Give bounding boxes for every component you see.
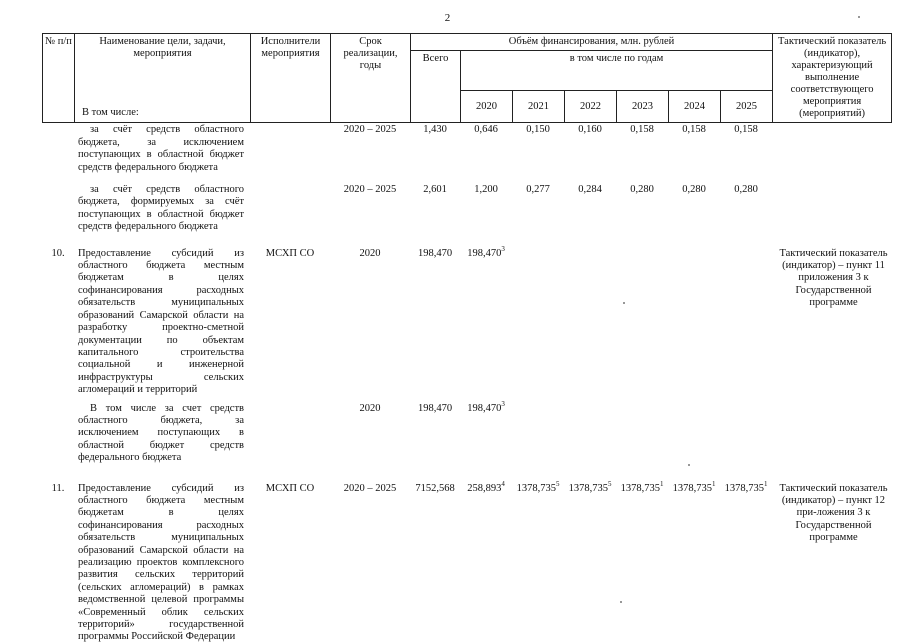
row-year-value — [512, 234, 564, 397]
row-number — [42, 119, 74, 174]
row-year-value — [668, 465, 720, 644]
row-year-value — [460, 107, 512, 119]
row-year-value — [616, 397, 668, 465]
header-no: № п/п — [43, 34, 75, 123]
row-name: В том числе: — [82, 107, 139, 118]
row-year-value — [720, 107, 772, 119]
row-executor: МСХП СО — [265, 247, 315, 259]
row-term: 2020 – 2025 — [343, 124, 397, 136]
year-value: 0,280 — [682, 184, 706, 196]
year-value: 1378,735 — [724, 482, 764, 494]
row-total: 198,470 — [417, 247, 453, 259]
year-value: 0,277 — [526, 184, 550, 196]
row-term: 2020 — [359, 247, 381, 259]
row-name: Предоставление субсидий из областного бюджета местным бюджетам в целях софинансирования расходных обязательств муниципальных образований Самарской области на реализацию проектов комплексного развития сельских территорий (сельских агломераций) в рамках ведомственной целевой программы «Современный облик сельских территорий» государственной программы Российской Федерации — [78, 482, 244, 643]
row-year-value — [512, 397, 564, 465]
table-row — [42, 119, 891, 174]
header-name: Наименование цели, задачи, мероприятия — [75, 34, 251, 123]
year-value: 0,150 — [526, 124, 550, 136]
table-row — [42, 107, 891, 119]
row-year-value — [512, 174, 564, 234]
header-term: Срок реализации, годы — [331, 34, 411, 123]
footnote-mark: 3 — [501, 244, 505, 253]
row-total — [410, 107, 460, 119]
row-year-value — [616, 174, 668, 234]
row-name: В том числе за счет средств областного бюджета, за исключением поступающих в областной бюджет средств федерального бюджета — [78, 402, 244, 464]
row-year-value — [460, 174, 512, 234]
header-executors: Исполнители мероприятия — [251, 34, 331, 123]
header-year: 2022 — [565, 91, 617, 123]
row-year-value — [720, 174, 772, 234]
row-indicator: Тактический показатель (индикатор) – пункт 12 при-ложения 3 к Государственной программе — [779, 482, 888, 544]
row-term: 2020 – 2025 — [343, 184, 397, 196]
header-finance: Объём финансирования, млн. рублей — [411, 34, 773, 51]
header-year: 2025 — [721, 91, 773, 123]
row-term: 2020 – 2025 — [343, 482, 397, 494]
header-year: 2024 — [669, 91, 721, 123]
year-value: 0,284 — [578, 184, 602, 196]
scan-speck — [688, 464, 690, 466]
row-year-value — [512, 465, 564, 644]
row-year-value — [616, 119, 668, 174]
row-total: 2,601 — [423, 184, 447, 196]
row-year-value — [616, 107, 668, 119]
row-year-value — [564, 107, 616, 119]
footnote-mark: 5 — [555, 479, 560, 488]
row-number — [42, 174, 74, 234]
row-number: 10. — [51, 247, 65, 259]
row-executor — [250, 119, 330, 174]
scan-speck — [858, 16, 860, 18]
page-number: 2 — [444, 12, 451, 24]
year-value: 0,280 — [630, 184, 654, 196]
row-year-value — [668, 174, 720, 234]
year-value: 1378,735 — [620, 482, 660, 494]
table-row — [42, 234, 891, 397]
row-number: 11. — [51, 482, 65, 494]
row-number — [42, 397, 74, 465]
row-year-value — [616, 465, 668, 644]
row-year-value — [564, 174, 616, 234]
year-value: 0,160 — [578, 124, 602, 136]
row-year-value — [460, 119, 512, 174]
row-total: 198,470 — [417, 402, 453, 414]
row-executor — [250, 397, 330, 465]
row-indicator: Тактический показатель (индикатор) – пункт 11 приложения 3 к Государственной программе — [779, 247, 888, 309]
year-value: 0,646 — [474, 124, 498, 136]
row-year-value — [668, 119, 720, 174]
row-name: Предоставление субсидий из областного бюджета местным бюджетам в целях софинансирования расходных обязательств муниципальных образований Самарской области на разработку проектно-сметной документации по объектам капитального строительства социальной и инженерной инфраструктуры сельских агломераций и территорий — [78, 247, 244, 396]
row-year-value — [668, 107, 720, 119]
row-year-value — [564, 465, 616, 644]
row-year-value — [564, 234, 616, 397]
row-year-value — [616, 234, 668, 397]
row-indicator — [772, 119, 891, 174]
row-year-value — [564, 119, 616, 174]
year-value: 0,158 — [682, 124, 706, 136]
row-year-value — [460, 465, 512, 644]
row-term — [330, 107, 410, 119]
row-name: за счёт средств областного бюджета, за исключением поступающих в областной бюджет средств федерального бюджета — [78, 124, 244, 173]
year-value: 1378,735 — [568, 482, 608, 494]
row-total: 7152,568 — [415, 482, 455, 494]
footnote-mark: 3 — [501, 399, 505, 408]
row-executor — [250, 107, 330, 119]
footnote-mark: 1 — [763, 479, 768, 488]
row-year-value — [512, 119, 564, 174]
row-year-value — [720, 397, 772, 465]
header-indicator: Тактический показатель (индикатор), характеризующий выполнение соответствующего мероприятия (мероприятий) — [773, 34, 892, 123]
table-row — [42, 397, 891, 465]
row-year-value — [460, 234, 512, 397]
footnote-mark: 4 — [501, 479, 505, 488]
row-year-value — [720, 234, 772, 397]
table-row — [42, 174, 891, 234]
row-name: за счёт средств областного бюджета, формируемых за счёт поступающих в областной бюджет средств федерального бюджета — [78, 184, 244, 233]
row-executor — [250, 174, 330, 234]
footnote-mark: 5 — [607, 479, 612, 488]
header-year: 2021 — [513, 91, 565, 123]
row-total: 1,430 — [423, 124, 447, 136]
year-value: 258,893 — [467, 482, 502, 494]
row-year-value — [720, 465, 772, 644]
year-value: 0,158 — [630, 124, 654, 136]
year-value: 1,200 — [474, 184, 498, 196]
row-year-value — [564, 397, 616, 465]
row-year-value — [512, 107, 564, 119]
header-year: 2023 — [617, 91, 669, 123]
year-value: 0,158 — [734, 124, 758, 136]
row-indicator — [772, 174, 891, 234]
table-body — [42, 107, 891, 644]
scan-speck — [623, 302, 625, 304]
year-value: 1378,735 — [672, 482, 712, 494]
header-year: 2020 — [461, 91, 513, 123]
footnote-mark: 1 — [711, 479, 716, 488]
year-value: 1378,735 — [516, 482, 556, 494]
row-year-value — [460, 397, 512, 465]
row-indicator — [772, 107, 891, 119]
table-row — [42, 465, 891, 644]
footnote-mark: 1 — [659, 479, 664, 488]
year-value: 0,280 — [734, 184, 758, 196]
row-executor: МСХП СО — [265, 482, 315, 494]
scan-speck — [620, 601, 622, 603]
row-indicator — [772, 397, 891, 465]
row-year-value — [668, 397, 720, 465]
header-by-year: в том числе по годам — [461, 51, 773, 91]
row-year-value — [668, 234, 720, 397]
year-value: 198,470 — [467, 247, 502, 259]
row-number — [42, 107, 74, 119]
row-year-value — [720, 119, 772, 174]
row-term: 2020 — [359, 402, 381, 414]
year-value: 198,470 — [467, 402, 502, 414]
header-total: Всего — [411, 51, 461, 123]
